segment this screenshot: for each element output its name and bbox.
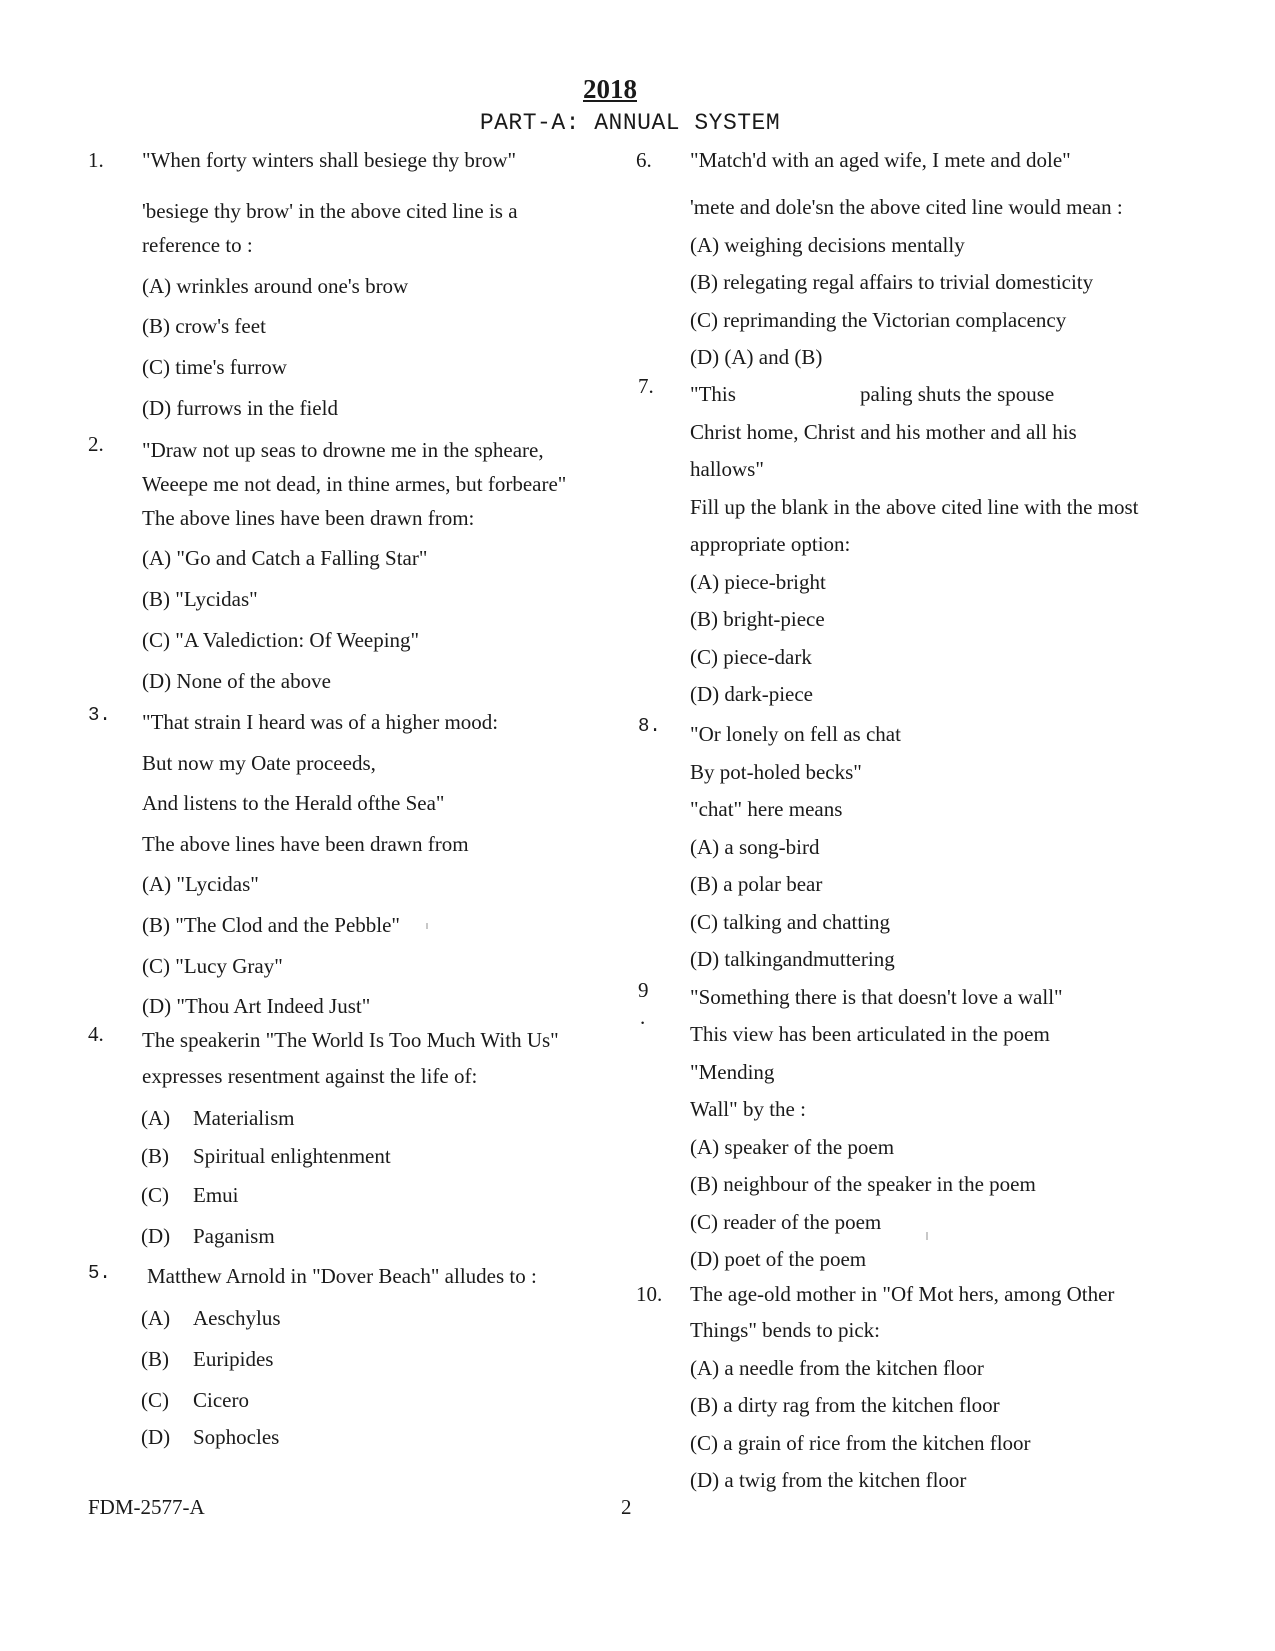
question-text: This view has been articulated in the poem bbox=[690, 1022, 1050, 1046]
question-text: reference to : bbox=[142, 233, 253, 257]
answer-option: (A) speaker of the poem bbox=[690, 1135, 895, 1159]
question-number: 8. bbox=[638, 715, 661, 737]
answer-option: (C) piece-dark bbox=[690, 645, 812, 669]
answer-option: (C) reader of the poem bbox=[690, 1210, 882, 1234]
option-text: Cicero bbox=[193, 1388, 249, 1412]
question-text: "This bbox=[690, 382, 736, 406]
answer-option: (C) "A Valediction: Of Weeping" bbox=[142, 628, 420, 652]
question-text: But now my Oate proceeds, bbox=[142, 751, 376, 775]
question-text: "Match'd with an aged wife, I mete and dole" bbox=[690, 148, 1071, 172]
question-text: appropriate option: bbox=[690, 532, 851, 556]
answer-option: (A) "Go and Catch a Falling Star" bbox=[142, 546, 428, 570]
paper-code: FDM-2577-A bbox=[88, 1495, 205, 1519]
question-text: Weeepe me not dead, in thine armes, but forbeare" bbox=[142, 472, 567, 496]
question-text: The speakerin "The World Is Too Much With Us" bbox=[142, 1028, 559, 1052]
part-heading: PART-A: ANNUAL SYSTEM bbox=[479, 110, 781, 136]
question-number: 1. bbox=[88, 148, 104, 172]
question-number: 3. bbox=[88, 704, 111, 726]
question-text: 'besiege thy brow' in the above cited line is a bbox=[142, 199, 518, 223]
question-text: Christ home, Christ and his mother and all his bbox=[690, 420, 1077, 444]
answer-option: (C) "Lucy Gray" bbox=[142, 954, 283, 978]
answer-option: (D) furrows in the field bbox=[142, 396, 338, 420]
question-text: Wall" by the : bbox=[690, 1097, 806, 1121]
question-text: And listens to the Herald ofthe Sea" bbox=[142, 791, 445, 815]
answer-option: (A) piece-bright bbox=[690, 570, 826, 594]
question-text: Things" bends to pick: bbox=[690, 1318, 880, 1342]
answer-option: (B) relegating regal affairs to trivial domesticity bbox=[690, 270, 1094, 294]
question-number-dot: . bbox=[640, 1005, 646, 1029]
question-text: "That strain I heard was of a higher mood: bbox=[142, 710, 499, 734]
scan-speck bbox=[926, 1232, 928, 1240]
option-letter: (C) bbox=[141, 1388, 169, 1412]
question-text: "Mending bbox=[690, 1060, 775, 1084]
question-text: The age-old mother in "Of Mot hers, among Other bbox=[690, 1282, 1115, 1306]
option-text: Emui bbox=[193, 1183, 239, 1207]
option-letter: (D) bbox=[141, 1425, 171, 1449]
option-letter: (C) bbox=[141, 1183, 169, 1207]
option-text: Euripides bbox=[193, 1347, 274, 1371]
answer-option: (D) a twig from the kitchen floor bbox=[690, 1468, 967, 1492]
answer-option: (C) talking and chatting bbox=[690, 910, 891, 934]
question-text: Matthew Arnold in "Dover Beach" alludes to : bbox=[147, 1264, 537, 1288]
question-number: 5. bbox=[88, 1262, 111, 1284]
answer-option: (D) (A) and (B) bbox=[690, 345, 823, 369]
answer-option: (A) a needle from the kitchen floor bbox=[690, 1356, 984, 1380]
question-number: 4. bbox=[88, 1022, 104, 1046]
answer-option: (B) a polar bear bbox=[690, 872, 823, 896]
answer-option: (B) bright-piece bbox=[690, 607, 825, 631]
answer-option: (B) a dirty rag from the kitchen floor bbox=[690, 1393, 1000, 1417]
answer-option: (A) weighing decisions mentally bbox=[690, 233, 965, 257]
question-text: "Something there is that doesn't love a wall" bbox=[690, 985, 1063, 1009]
answer-option: (B) "Lycidas" bbox=[142, 587, 258, 611]
question-text: "Or lonely on fell as chat bbox=[690, 722, 901, 746]
answer-option: (B) neighbour of the speaker in the poem bbox=[690, 1172, 1036, 1196]
question-number: 7. bbox=[638, 374, 654, 398]
answer-option: (D) talkingandmuttering bbox=[690, 947, 895, 971]
question-text: "Draw not up seas to drowne me in the spheare, bbox=[142, 438, 544, 462]
option-text: Materialism bbox=[193, 1106, 295, 1130]
question-number: 10. bbox=[636, 1282, 663, 1306]
option-letter: (A) bbox=[141, 1106, 171, 1130]
option-text: Paganism bbox=[193, 1224, 275, 1248]
option-letter: (D) bbox=[141, 1224, 171, 1248]
answer-option: (D) "Thou Art Indeed Just" bbox=[142, 994, 371, 1018]
question-number: 2. bbox=[88, 432, 104, 456]
answer-option: (A) "Lycidas" bbox=[142, 872, 259, 896]
answer-option: (D) poet of the poem bbox=[690, 1247, 867, 1271]
question-text: Fill up the blank in the above cited line with the most bbox=[690, 495, 1139, 519]
answer-option: (C) a grain of rice from the kitchen floor bbox=[690, 1431, 1031, 1455]
question-text: 'mete and dole'sn the above cited line would mean : bbox=[690, 195, 1123, 219]
answer-option: (C) reprimanding the Victorian complacency bbox=[690, 308, 1067, 332]
question-text: paling shuts the spouse bbox=[860, 382, 1055, 406]
answer-option: (D) dark-piece bbox=[690, 682, 814, 706]
question-text: "When forty winters shall besiege thy brow" bbox=[142, 148, 517, 172]
option-letter: (B) bbox=[141, 1347, 169, 1371]
question-text: The above lines have been drawn from: bbox=[142, 506, 475, 530]
answer-option: (A) wrinkles around one's brow bbox=[142, 274, 409, 298]
option-text: Spiritual enlightenment bbox=[193, 1144, 391, 1168]
question-number: 6. bbox=[636, 148, 652, 172]
question-number: 9 bbox=[638, 978, 649, 1002]
answer-option: (B) crow's feet bbox=[142, 314, 266, 338]
option-text: Sophocles bbox=[193, 1425, 280, 1449]
scan-speck bbox=[426, 923, 428, 929]
question-text: hallows" bbox=[690, 457, 764, 481]
option-letter: (B) bbox=[141, 1144, 169, 1168]
question-text: The above lines have been drawn from bbox=[142, 832, 469, 856]
page-number: 2 bbox=[621, 1495, 632, 1519]
question-text: "chat" here means bbox=[690, 797, 843, 821]
answer-option: (A) a song-bird bbox=[690, 835, 820, 859]
option-text: Aeschylus bbox=[193, 1306, 281, 1330]
answer-option: (C) time's furrow bbox=[142, 355, 287, 379]
question-text: By pot-holed becks" bbox=[690, 760, 862, 784]
question-text: expresses resentment against the life of: bbox=[142, 1064, 478, 1088]
answer-option: (B) "The Clod and the Pebble" bbox=[142, 913, 401, 937]
exam-year: 2018 bbox=[583, 74, 637, 104]
answer-option: (D) None of the above bbox=[142, 669, 331, 693]
option-letter: (A) bbox=[141, 1306, 171, 1330]
